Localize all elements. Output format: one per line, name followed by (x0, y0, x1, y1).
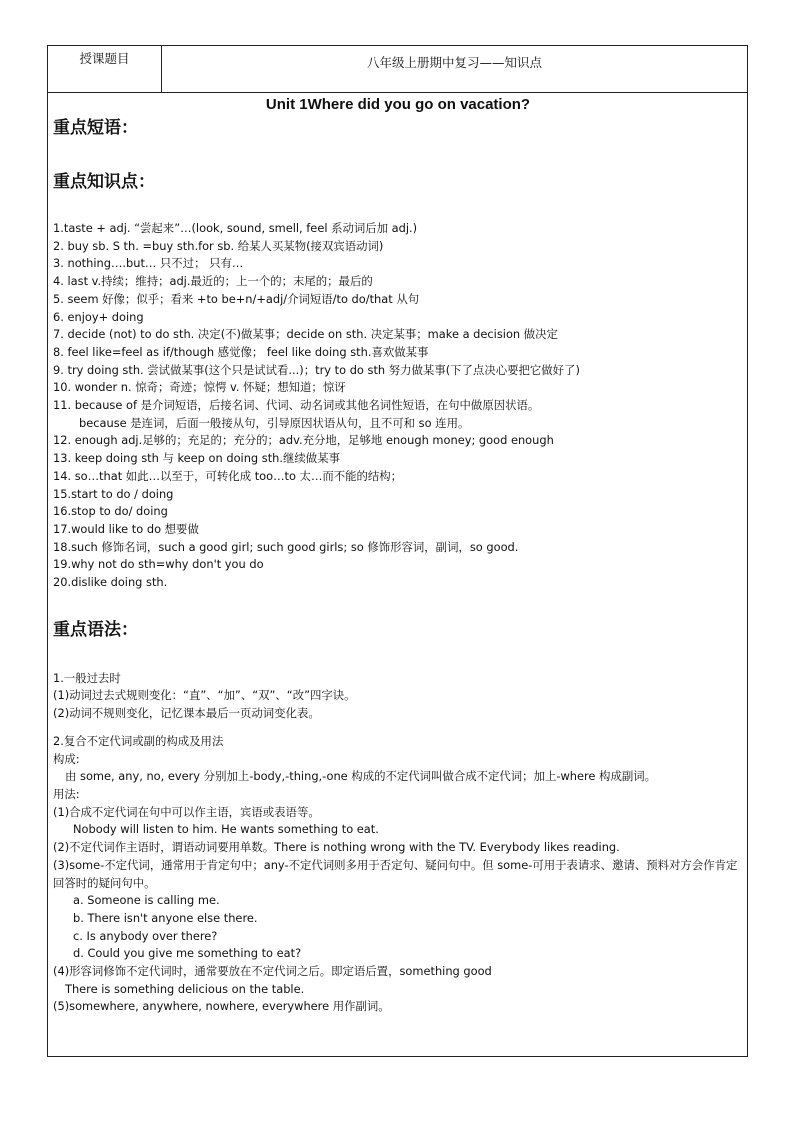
knowledge-item: 19.why not do sth=why don't you do (53, 557, 264, 572)
lesson-topic-label: 授课题目 (48, 46, 162, 92)
grammar-list (53, 670, 743, 1016)
section-heading-phrases: 重点短语： (53, 118, 138, 138)
grammar-topic-title: 1.一般过去时 (53, 670, 121, 685)
knowledge-item: 20.dislike doing sth. (53, 575, 168, 590)
grammar-topic-title: 2.复合不定代词或副的构成及用法 (53, 733, 224, 748)
knowledge-list (53, 220, 743, 592)
usage-label: 用法: (53, 786, 80, 801)
knowledge-item: 12. enough adj.足够的；充足的；充分的；adv.充分地，足够地 enough money; good enough (53, 433, 554, 448)
knowledge-item: 7. decide (not) to do sth. 决定(不)做某事；decide on sth. 决定某事；make a decision 做决定 (53, 327, 558, 342)
usage-point: (3)some-不定代词，通常用于肯定句中；any-不定代词则多用于否定句、疑问句中。但 some-可用于表请求、邀请、预料对方会作肯定回答时的疑问句中。 (53, 857, 738, 890)
knowledge-item: 16.stop to do/ doing (53, 504, 168, 519)
grammar-point: (2)动词不规则变化，记忆课本最后一页动词变化表。 (53, 706, 320, 721)
usage-example: d. Could you give me something to eat? (73, 946, 302, 961)
header-row (48, 46, 747, 93)
knowledge-item: 3. nothing….but… 只不过； 只有… (53, 256, 244, 271)
form-text: 由 some, any, no, every 分别加上-body,-thing,-one 构成的不定代词叫做合成不定代词；加上-where 构成副词。 (65, 769, 657, 784)
knowledge-item: 10. wonder n. 惊奇；奇迹；惊愕 v. 怀疑；想知道；惊讶 (53, 380, 346, 395)
knowledge-item: 4. last v.持续；维持；adj.最近的；上一个的；末尾的；最后的 (53, 274, 373, 289)
knowledge-item: 1.taste + adj. “尝起来”…(look, sound, smell, feel 系动词后加 adj.) (53, 221, 418, 235)
knowledge-item: 8. feel like=feel as if/though 感觉像； feel like doing sth.喜欢做某事 (53, 344, 429, 359)
knowledge-item: 9. try doing sth. 尝试做某事(这个只是试试看...)；try to do sth 努力做某事(下了点决心要把它做好了) (53, 362, 580, 377)
lesson-topic-title: 八年级上册期中复习——知识点 (366, 55, 542, 70)
knowledge-item: 15.start to do / doing (53, 486, 174, 501)
usage-example: c. Is anybody over there? (73, 928, 218, 943)
section-heading-grammar: 重点语法： (53, 619, 138, 640)
form-label: 构成: (53, 751, 80, 766)
knowledge-item: 2. buy sb. S th. =buy sth.for sb. 给某人买某物(接双宾语动词) (53, 238, 384, 253)
grammar-point: (1)动词过去式规则变化：“直”、“加”、“双”、“改”四字诀。 (53, 688, 356, 703)
usage-example: Nobody will listen to him. He wants something to eat. (73, 822, 379, 837)
knowledge-item: 11. because of 是介词短语，后接名词、代词、动名词或其他名词性短语，在句中做原因状语。 (53, 398, 540, 413)
usage-point: (1)合成不定代词在句中可以作主语，宾语或表语等。 (53, 804, 320, 819)
usage-example: a. Someone is calling me. (73, 893, 220, 908)
knowledge-item: 5. seem 好像；似乎；看来 +to be+n/+adj/介词短语/to do/that 从句 (53, 291, 420, 306)
section-heading-knowledge: 重点知识点： (53, 172, 155, 192)
knowledge-item: 17.would like to do 想要做 (53, 521, 199, 536)
knowledge-item: 6. enjoy+ doing (53, 309, 144, 324)
usage-example: There is something delicious on the table. (65, 981, 305, 996)
knowledge-item-continuation: because 是连词，后面一般接从句，引导原因状语从句，且不可和 so 连用。 (79, 415, 470, 430)
content-area (53, 92, 743, 1016)
unit-title: Unit 1Where did you go on vacation? (265, 96, 531, 113)
usage-point: (4)形容词修饰不定代词时，通常要放在不定代词之后。即定语后置，something good (53, 964, 492, 979)
knowledge-item: 14. so…that 如此…以至于，可转化成 too…to 太…而不能的结构； (53, 468, 403, 483)
usage-example: b. There isn't anyone else there. (73, 910, 258, 925)
usage-point: (5)somewhere, anywhere, nowhere, everywhere 用作副词。 (53, 999, 390, 1014)
usage-point: (2)不定代词作主语时，谓语动词要用单数。There is nothing wrong with the TV. Everybody likes reading. (53, 840, 620, 855)
worksheet (47, 45, 748, 1057)
knowledge-item: 13. keep doing sth 与 keep on doing sth.继续做某事 (53, 451, 340, 466)
knowledge-item: 18.such 修饰名词，such a good girl; such good girls; so 修饰形容词，副词，so good. (53, 539, 519, 554)
